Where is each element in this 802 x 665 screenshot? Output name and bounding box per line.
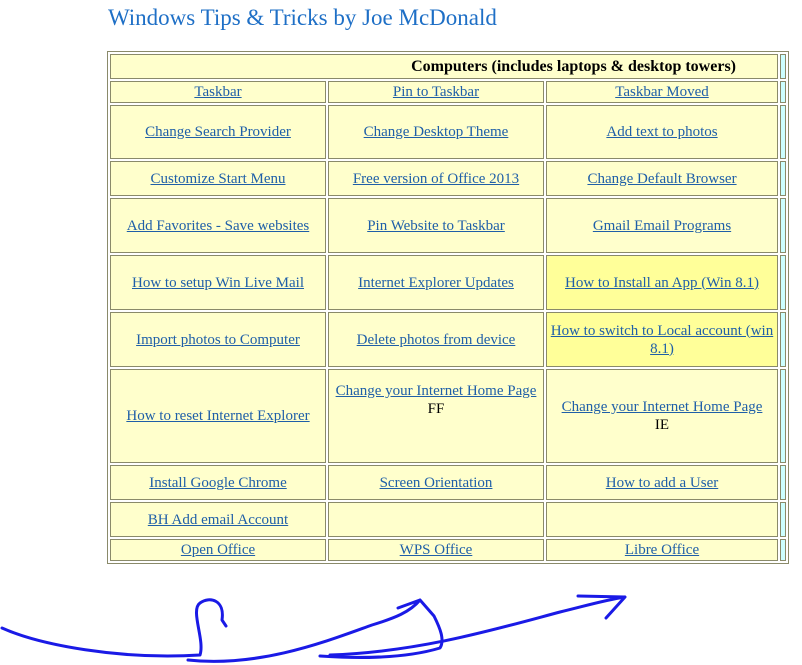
link-reset-ie[interactable]: How to reset Internet Explorer <box>126 408 310 424</box>
cell-free-office-2013 <box>328 161 544 196</box>
browser-note-ff: FF <box>427 401 445 417</box>
cell-change-default-browser <box>546 161 778 196</box>
link-home-page-ff[interactable]: Change your Internet Home Page <box>335 383 537 399</box>
cell-ie-updates <box>328 255 544 310</box>
link-open-office[interactable]: Open Office <box>180 542 256 558</box>
link-import-photos[interactable]: Import photos to Computer <box>136 331 300 348</box>
side-column-cell <box>780 502 786 537</box>
cell-switch-local-account <box>546 312 778 367</box>
link-free-office-2013[interactable]: Free version of Office 2013 <box>352 170 520 187</box>
link-customize-start-menu[interactable]: Customize Start Menu <box>150 170 286 187</box>
cell-reset-ie <box>110 369 326 463</box>
cell-gmail-email-programs <box>546 198 778 253</box>
link-add-favorites[interactable]: Add Favorites - Save websites <box>126 217 310 234</box>
page-title: Windows Tips & Tricks by Joe McDonald <box>108 5 497 30</box>
link-libre-office[interactable]: Libre Office <box>624 542 700 558</box>
cell-home-page-ie <box>546 369 778 463</box>
link-setup-win-live-mail[interactable]: How to setup Win Live Mail <box>131 274 305 291</box>
side-column-cell <box>780 369 786 463</box>
link-change-search-provider[interactable]: Change Search Provider <box>145 124 291 140</box>
arrow-group <box>2 596 625 661</box>
cell-open-office <box>110 539 326 561</box>
link-change-default-browser[interactable]: Change Default Browser <box>587 170 737 187</box>
link-pin-to-taskbar[interactable]: Pin to Taskbar <box>392 84 480 100</box>
side-column-cell <box>780 198 786 253</box>
link-taskbar-moved[interactable]: Taskbar Moved <box>615 84 709 100</box>
cell-change-search-provider <box>110 105 326 159</box>
empty-cell <box>546 502 778 537</box>
side-column-cell <box>780 465 786 500</box>
cell-add-text-to-photos <box>546 105 778 159</box>
side-column-cell <box>780 539 786 561</box>
cell-wps-office <box>328 539 544 561</box>
side-column-cell <box>780 81 786 103</box>
cell-libre-office <box>546 539 778 561</box>
link-install-app[interactable]: How to Install an App (Win 8.1) <box>565 274 759 291</box>
cell-taskbar <box>110 81 326 103</box>
side-column-cell <box>780 54 786 79</box>
cell-change-desktop-theme <box>328 105 544 159</box>
cell-install-chrome <box>110 465 326 500</box>
link-ie-updates[interactable]: Internet Explorer Updates <box>358 274 514 291</box>
cell-import-photos <box>110 312 326 367</box>
link-bh-add-email[interactable]: BH Add email Account <box>147 511 289 528</box>
tips-table <box>107 51 789 564</box>
cell-install-app <box>546 255 778 310</box>
cell-add-favorites <box>110 198 326 253</box>
cell-pin-website <box>328 198 544 253</box>
link-add-user[interactable]: How to add a User <box>605 474 719 491</box>
link-home-page-ie[interactable]: Change your Internet Home Page <box>561 399 763 415</box>
link-change-desktop-theme[interactable]: Change Desktop Theme <box>363 124 509 140</box>
link-screen-orientation[interactable]: Screen Orientation <box>379 474 493 491</box>
link-wps-office[interactable]: WPS Office <box>399 542 473 558</box>
link-delete-photos[interactable]: Delete photos from device <box>356 331 516 348</box>
link-taskbar[interactable]: Taskbar <box>194 84 242 100</box>
link-install-chrome[interactable]: Install Google Chrome <box>149 474 287 491</box>
side-column-cell <box>780 161 786 196</box>
side-column-cell <box>780 312 786 367</box>
cell-pin-to-taskbar <box>328 81 544 103</box>
side-column-cell <box>780 105 786 159</box>
cell-setup-win-live-mail <box>110 255 326 310</box>
link-pin-website[interactable]: Pin Website to Taskbar <box>367 217 505 234</box>
arrow-wps-office <box>188 600 442 661</box>
cell-home-page-ff <box>328 369 544 463</box>
cell-bh-add-email <box>110 502 326 537</box>
arrow-libre-office <box>330 596 625 655</box>
cell-screen-orientation <box>328 465 544 500</box>
arrow-open-office <box>2 600 226 656</box>
link-switch-local-account[interactable]: How to switch to Local account (win 8.1) <box>550 322 774 357</box>
side-column-cell <box>780 255 786 310</box>
browser-note-ie: IE <box>654 417 670 433</box>
cell-add-user <box>546 465 778 500</box>
link-add-text-to-photos[interactable]: Add text to photos <box>606 124 718 140</box>
empty-cell <box>328 502 544 537</box>
cell-delete-photos <box>328 312 544 367</box>
cell-taskbar-moved <box>546 81 778 103</box>
table-header: Computers (includes laptops & desktop towers) <box>110 54 778 79</box>
cell-customize-start-menu <box>110 161 326 196</box>
link-gmail-email-programs[interactable]: Gmail Email Programs <box>592 217 732 234</box>
